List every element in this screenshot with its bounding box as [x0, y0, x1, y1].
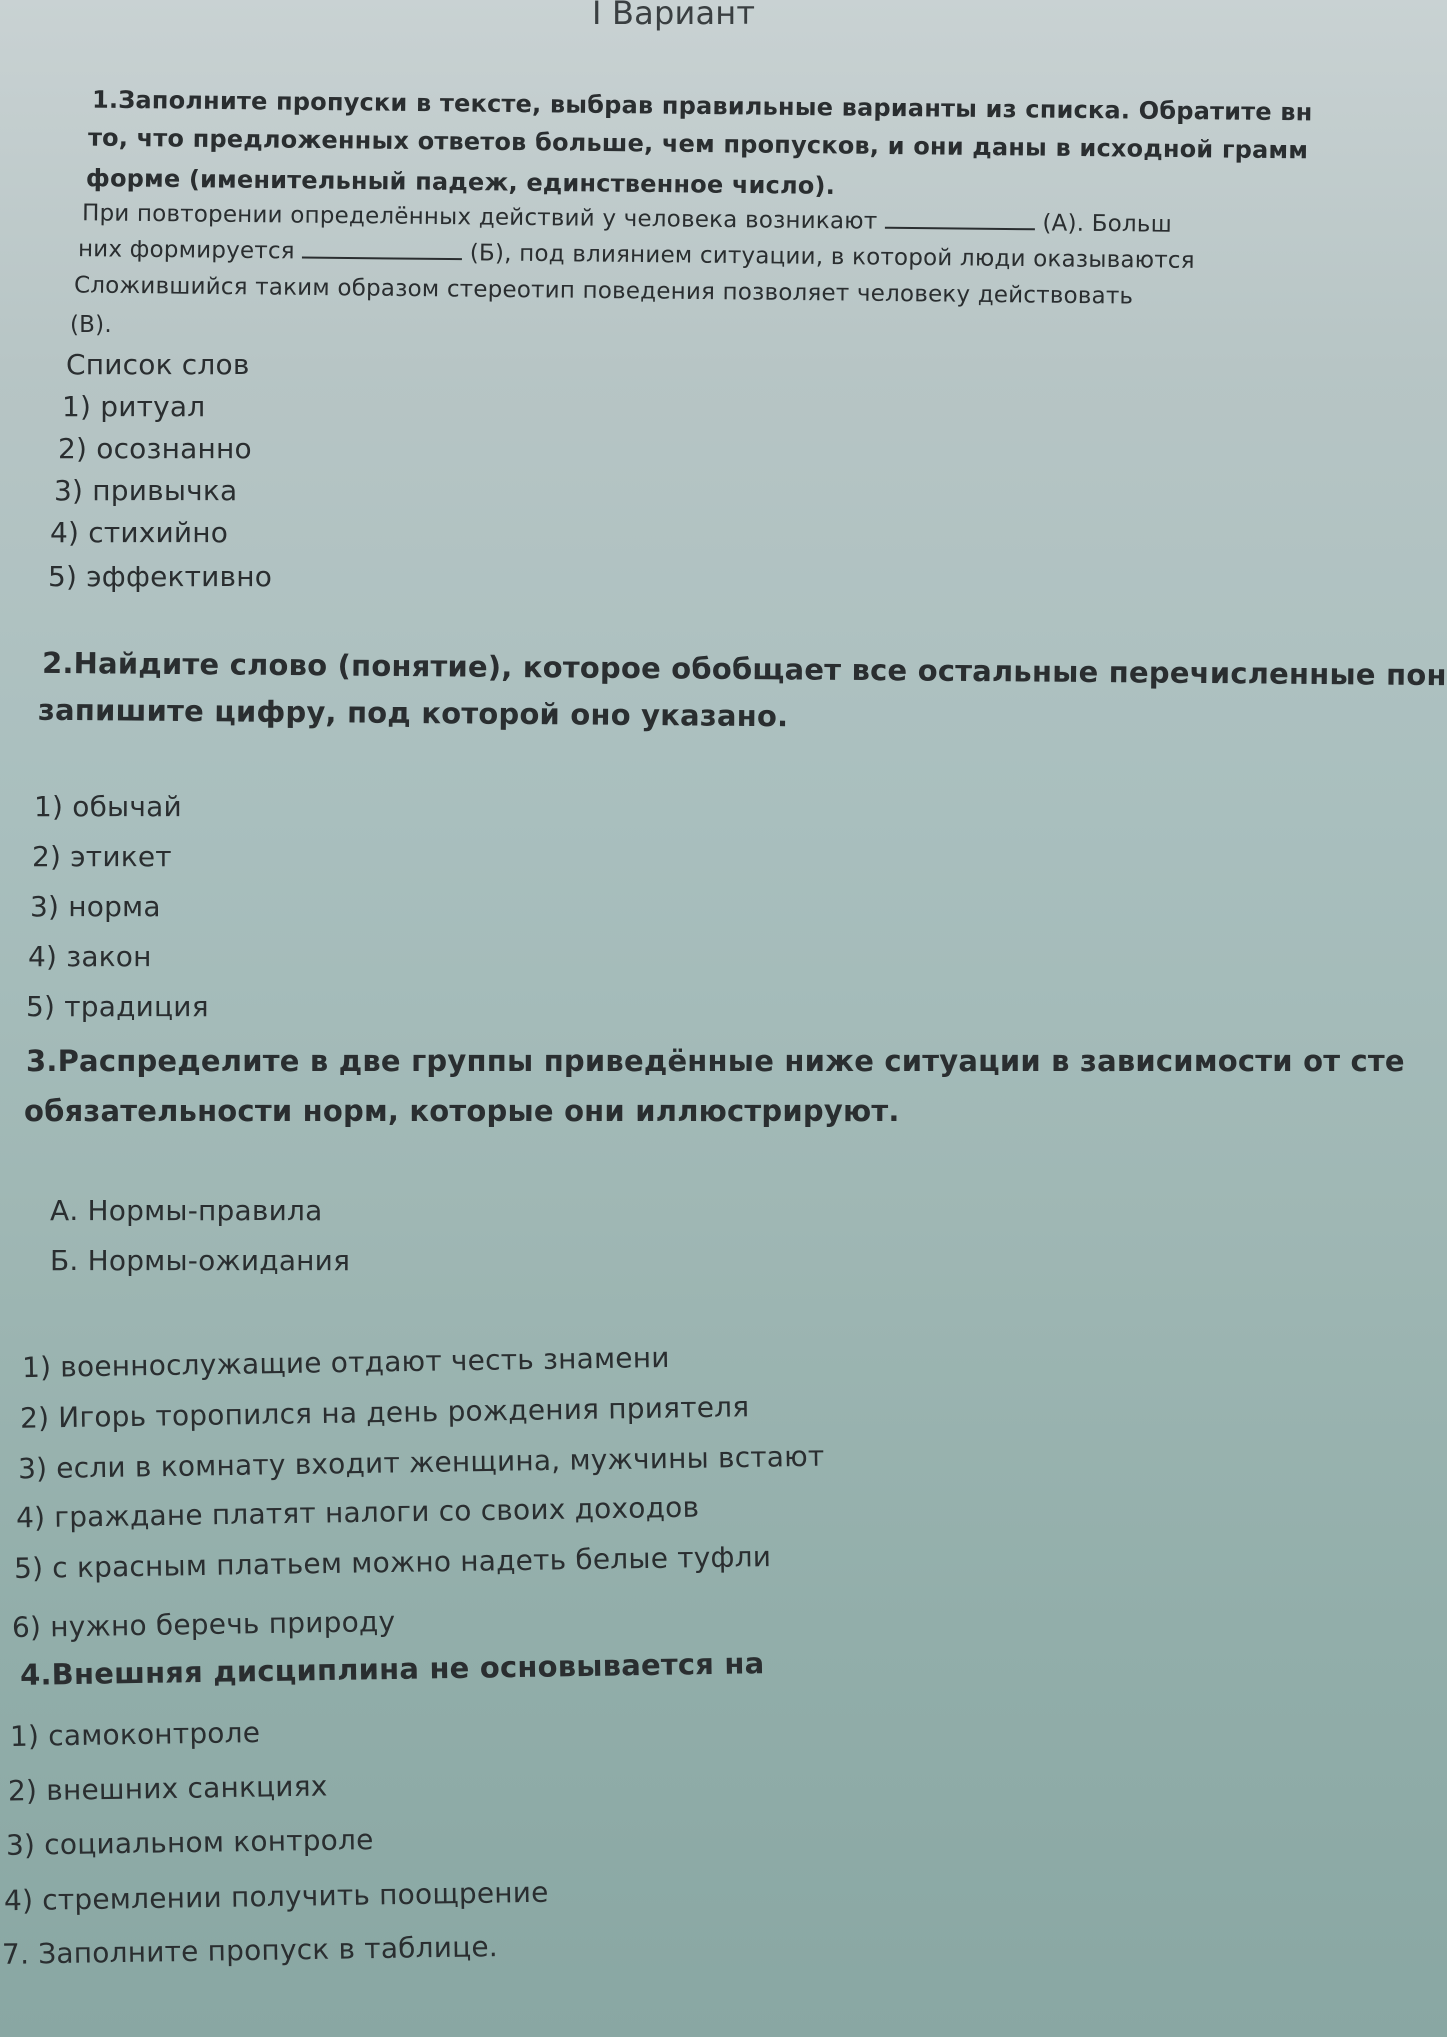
- q4-option: 1) самоконтроле: [9, 1716, 261, 1753]
- q3-group-a: А. Нормы-правила: [50, 1194, 323, 1227]
- q1-text-line-1: При повторении определённых действий у человека возникают (А). Больш: [81, 200, 1173, 238]
- q1-option: 3) привычка: [54, 474, 238, 507]
- q3-option: 5) с красным платьем можно надеть белые туфли: [13, 1540, 772, 1585]
- q3-option: 4) граждане платят налоги со своих доходов: [15, 1490, 700, 1535]
- q4-option: 2) внешних санкциях: [7, 1769, 328, 1808]
- q3-option: 1) военнослужащие отдают честь знамени: [21, 1340, 670, 1385]
- q7-prompt: 7. Заполните пропуск в таблице.: [1, 1930, 499, 1971]
- variant-title: I Вариант: [592, 0, 756, 32]
- q2-prompt-line-1: 2.Найдите слово (понятие), которое обобщает все остальные перечисленные пон: [41, 645, 1447, 693]
- q2-option: 3) норма: [30, 890, 161, 923]
- q3-group-b: Б. Нормы-ожидания: [50, 1244, 351, 1277]
- q1-list-title: Список слов: [66, 348, 250, 381]
- q1-text-line-3: Сложившийся таким образом стереотип поведения позволяет человеку действовать: [73, 272, 1134, 310]
- q4-option: 4) стремлении получить поощрение: [3, 1875, 549, 1918]
- q2-option: 5) традиция: [26, 990, 209, 1023]
- q3-prompt-line-2: обязательности норм, которые они иллюстрируют.: [24, 1094, 900, 1128]
- q4-prompt: 4.Внешняя дисциплина не основывается на: [19, 1646, 765, 1692]
- q2-prompt-line-2: запишите цифру, под которой оно указано.: [37, 692, 789, 734]
- q2-option: 1) обычай: [34, 790, 182, 823]
- q4-option: 3) социальном контроле: [5, 1823, 374, 1862]
- q1-prompt-line-3: форме (именительный падеж, единственное число).: [85, 164, 836, 200]
- q1-option: 2) осознанно: [58, 432, 252, 465]
- blank-a: [885, 207, 1035, 231]
- q3-option: 3) если в комнату входит женщина, мужчины встают: [17, 1439, 825, 1486]
- q1-option: 4) стихийно: [50, 516, 229, 549]
- q2-option: 4) закон: [28, 940, 152, 973]
- q3-option: 6) нужно беречь природу: [11, 1604, 396, 1645]
- q3-prompt-line-1: 3.Распределите в две группы приведённые ниже ситуации в зависимости от сте: [26, 1044, 1405, 1078]
- blank-b: [302, 237, 462, 261]
- q1-text-line-2: них формируется (Б), под влиянием ситуации, в которой люди оказываются: [77, 236, 1195, 274]
- q1-text-line-4: (В).: [70, 312, 112, 338]
- q1-prompt-line-2: то, что предложенных ответов больше, чем пропусков, и они даны в исходной грамм: [87, 123, 1309, 165]
- q3-option: 2) Игорь торопился на день рождения приятеля: [19, 1390, 750, 1435]
- q1-option: 1) ритуал: [62, 390, 206, 423]
- q1-prompt-line-1: 1.Заполните пропуски в тексте, выбрав правильные варианты из списка. Обратите вн: [91, 85, 1313, 127]
- q2-option: 2) этикет: [32, 840, 172, 873]
- q1-option: 5) эффективно: [48, 560, 273, 593]
